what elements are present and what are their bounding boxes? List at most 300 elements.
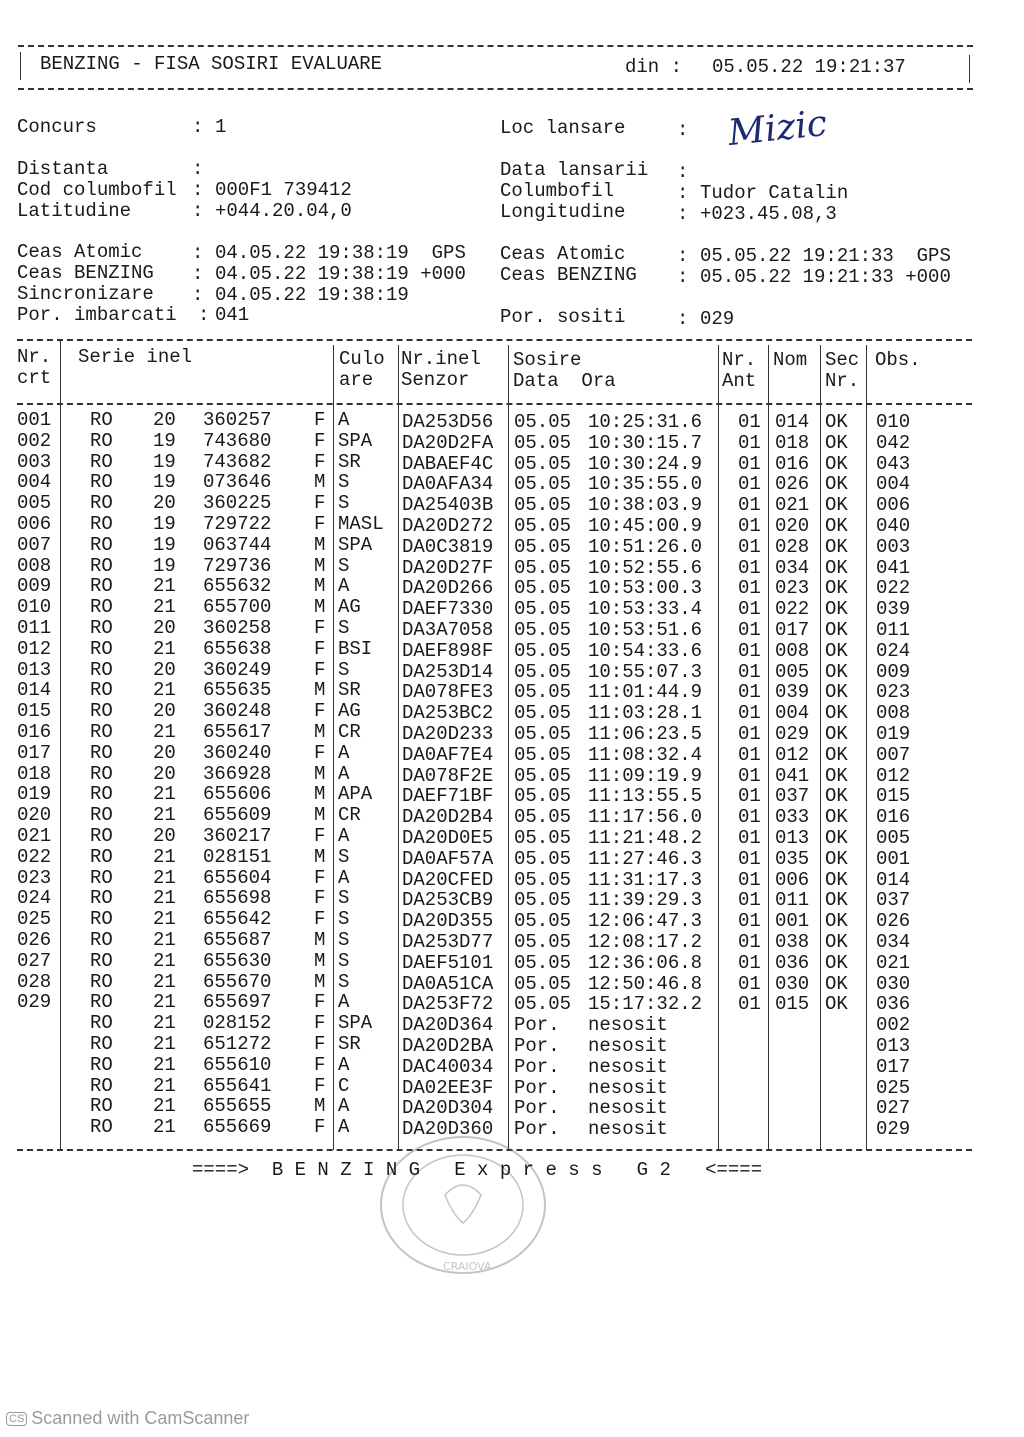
cell-sensor: DAEF7330 bbox=[402, 598, 494, 621]
cell-ring-number: 655617 bbox=[203, 721, 272, 743]
cell-nr-ant: 01 bbox=[738, 452, 761, 475]
cell-sex: F bbox=[314, 825, 326, 847]
cell-sex: F bbox=[314, 409, 326, 431]
cell-arrival-date: 05.05 bbox=[514, 598, 572, 621]
cell-sensor: DA253D14 bbox=[402, 660, 494, 683]
cell-sensor: DA0AF57A bbox=[402, 847, 494, 870]
cell-sec: OK bbox=[825, 473, 848, 496]
cell-arrival-time: 10:45:00.9 bbox=[588, 515, 703, 537]
cell-ring-number: 360257 bbox=[203, 409, 272, 431]
cell-year: 21 bbox=[153, 596, 176, 619]
cell-nom: 020 bbox=[775, 515, 810, 537]
cell-country: RO bbox=[90, 887, 113, 910]
cell-nr-crt: 009 bbox=[17, 575, 52, 598]
colon: : bbox=[192, 116, 204, 138]
cell-nom: 016 bbox=[775, 452, 810, 475]
cell-obs: 015 bbox=[876, 785, 911, 808]
cell-sensor: DAEF71BF bbox=[402, 785, 494, 808]
cell-sec: OK bbox=[825, 847, 848, 870]
cell-obs: 010 bbox=[876, 411, 911, 433]
camscanner-logo-icon: CS bbox=[6, 1412, 27, 1426]
cell-country: RO bbox=[90, 450, 113, 473]
cell-arrival-date: 05.05 bbox=[514, 723, 572, 745]
cell-color: S bbox=[338, 492, 350, 515]
cell-sec: OK bbox=[825, 868, 848, 891]
cell-arrival-date: 05.05 bbox=[514, 619, 572, 641]
cell-sec: OK bbox=[825, 910, 848, 933]
cell-country: RO bbox=[90, 908, 113, 931]
cell-color: CR bbox=[338, 804, 361, 827]
cell-year: 21 bbox=[153, 887, 176, 910]
cell-ring-number: 729736 bbox=[203, 554, 272, 577]
cell-year: 20 bbox=[153, 700, 176, 723]
cell-arrival-time: 12:06:47.3 bbox=[588, 910, 703, 933]
cell-nom: 015 bbox=[775, 993, 810, 1016]
column-divider bbox=[820, 345, 821, 1150]
cod-columbofil-label: Cod columbofil bbox=[17, 179, 177, 201]
cell-sec: OK bbox=[825, 598, 848, 621]
cell-ring-number: 743680 bbox=[203, 429, 272, 452]
cell-nom: 029 bbox=[775, 723, 810, 745]
cell-arrival-time: nesosit bbox=[588, 1055, 668, 1078]
cell-year: 21 bbox=[153, 970, 176, 993]
stamp-text: CRAIOVA bbox=[443, 1260, 492, 1273]
cell-nr-ant: 01 bbox=[738, 827, 761, 849]
cell-sensor: DA0AFA34 bbox=[402, 473, 494, 496]
cell-arrival-time: nesosit bbox=[588, 1097, 668, 1120]
cell-sec: OK bbox=[825, 972, 848, 995]
cell-sex: F bbox=[314, 637, 326, 660]
cell-nr-ant: 01 bbox=[738, 639, 761, 662]
cell-nr-crt: 007 bbox=[17, 533, 52, 556]
cell-sex: F bbox=[314, 1116, 326, 1139]
cell-arrival-time: 11:21:48.2 bbox=[588, 827, 703, 849]
cell-nom: 018 bbox=[775, 431, 810, 454]
cell-arrival-time: 10:51:26.0 bbox=[588, 535, 703, 558]
cell-nom: 008 bbox=[775, 639, 810, 662]
cell-color: A bbox=[338, 991, 350, 1014]
cell-obs: 006 bbox=[876, 494, 911, 517]
cell-arrival-date: 05.05 bbox=[514, 431, 572, 454]
cell-color: AG bbox=[338, 700, 361, 723]
cell-arrival-date: 05.05 bbox=[514, 452, 572, 475]
cell-country: RO bbox=[90, 1012, 113, 1035]
cell-sex: M bbox=[314, 949, 326, 972]
cell-sec: OK bbox=[825, 452, 848, 475]
cell-arrival-time: 10:53:51.6 bbox=[588, 619, 703, 641]
cell-color: S bbox=[338, 554, 350, 577]
ceas-atomic-value-end: 05.05.22 19:21:33 GPS bbox=[700, 245, 951, 267]
colon: : bbox=[677, 161, 689, 183]
cell-country: RO bbox=[90, 825, 113, 847]
cell-color: SPA bbox=[338, 429, 373, 452]
cell-nr-crt: 028 bbox=[17, 970, 52, 993]
cell-nr-crt: 010 bbox=[17, 596, 52, 619]
cell-nom: 014 bbox=[775, 411, 810, 433]
cell-country: RO bbox=[90, 762, 113, 785]
cell-color: S bbox=[338, 845, 350, 868]
cell-sex: M bbox=[314, 845, 326, 868]
cell-color: S bbox=[338, 908, 350, 931]
cell-color: S bbox=[338, 929, 350, 951]
cell-nr-ant: 01 bbox=[738, 785, 761, 808]
header-border-right bbox=[969, 55, 970, 83]
cell-sex: F bbox=[314, 492, 326, 515]
cell-arrival-time: 10:53:00.3 bbox=[588, 577, 703, 600]
cell-sex: M bbox=[314, 471, 326, 494]
cell-color: CR bbox=[338, 721, 361, 743]
cell-ring-number: 655610 bbox=[203, 1053, 272, 1076]
cell-obs: 034 bbox=[876, 931, 911, 953]
cell-arrival-date: 05.05 bbox=[514, 931, 572, 953]
cell-nr-crt: 005 bbox=[17, 492, 52, 515]
cell-arrival-date: 05.05 bbox=[514, 785, 572, 808]
cell-arrival-date: 05.05 bbox=[514, 827, 572, 849]
col-header-obs: Obs. bbox=[875, 349, 921, 371]
cell-nom: 005 bbox=[775, 660, 810, 683]
latitudine-label: Latitudine bbox=[17, 200, 132, 222]
cell-obs: 039 bbox=[876, 598, 911, 621]
cell-country: RO bbox=[90, 1074, 113, 1097]
camscanner-watermark bbox=[6, 1408, 249, 1429]
cell-sex: F bbox=[314, 887, 326, 910]
cell-sec: OK bbox=[825, 535, 848, 558]
col-header-culoare-2: are bbox=[339, 369, 374, 391]
column-divider bbox=[718, 345, 719, 1150]
cell-sensor: DA20D360 bbox=[402, 1118, 494, 1141]
cell-sec: OK bbox=[825, 743, 848, 766]
cell-color: A bbox=[338, 825, 350, 847]
cell-sensor: DA20D2FA bbox=[402, 431, 494, 454]
cod-columbofil-value: 000F1 739412 bbox=[215, 179, 352, 201]
cell-ring-number: 360225 bbox=[203, 492, 272, 515]
cell-nr-ant: 01 bbox=[738, 889, 761, 912]
cell-nr-ant: 01 bbox=[738, 494, 761, 517]
cell-obs: 001 bbox=[876, 847, 911, 870]
cell-year: 20 bbox=[153, 617, 176, 639]
cell-country: RO bbox=[90, 429, 113, 452]
cell-ring-number: 063744 bbox=[203, 533, 272, 556]
cell-nom: 011 bbox=[775, 889, 810, 912]
cell-sensor: DA20D355 bbox=[402, 910, 494, 933]
cell-sensor: DA253BC2 bbox=[402, 702, 494, 725]
cell-ring-number: 360248 bbox=[203, 700, 272, 723]
cell-sensor: DA0A51CA bbox=[402, 972, 494, 995]
cell-obs: 025 bbox=[876, 1076, 911, 1099]
cell-country: RO bbox=[90, 866, 113, 889]
cell-sex: M bbox=[314, 1095, 326, 1118]
cell-country: RO bbox=[90, 596, 113, 619]
cell-color: A bbox=[338, 866, 350, 889]
sincronizare-label: Sincronizare bbox=[17, 283, 154, 305]
table-top-rule bbox=[17, 339, 972, 341]
ceas-atomic-label-right: Ceas Atomic bbox=[500, 243, 626, 265]
cell-sensor: DAC40034 bbox=[402, 1055, 494, 1078]
cell-sec: OK bbox=[825, 889, 848, 912]
cell-arrival-date: 05.05 bbox=[514, 411, 572, 433]
col-header-culoare: Culo bbox=[339, 348, 385, 370]
cell-nr-crt: 014 bbox=[17, 679, 52, 702]
cell-nr-crt: 026 bbox=[17, 929, 52, 951]
cell-ring-number: 655638 bbox=[203, 637, 272, 660]
cell-obs: 026 bbox=[876, 910, 911, 933]
cell-year: 19 bbox=[153, 513, 176, 535]
cell-arrival-date: Por. bbox=[514, 1118, 560, 1141]
cell-nom: 036 bbox=[775, 951, 810, 974]
colon: : bbox=[192, 200, 204, 222]
cell-sec: OK bbox=[825, 806, 848, 829]
cell-year: 21 bbox=[153, 1012, 176, 1035]
cell-ring-number: 655700 bbox=[203, 596, 272, 619]
cell-country: RO bbox=[90, 492, 113, 515]
cell-ring-number: 655604 bbox=[203, 866, 272, 889]
cell-year: 20 bbox=[153, 492, 176, 515]
cell-nr-ant: 01 bbox=[738, 951, 761, 974]
colon: : bbox=[677, 203, 689, 225]
cell-nr-ant: 01 bbox=[738, 598, 761, 621]
columbofil-label: Columbofil bbox=[500, 180, 615, 202]
cell-sex: M bbox=[314, 783, 326, 806]
column-divider bbox=[398, 345, 399, 1150]
col-header-senzor: Senzor bbox=[401, 369, 470, 391]
cell-color: BSI bbox=[338, 637, 373, 660]
cell-arrival-date: 05.05 bbox=[514, 993, 572, 1016]
cell-ring-number: 655630 bbox=[203, 949, 272, 972]
cell-obs: 017 bbox=[876, 1055, 911, 1078]
cell-ring-number: 655698 bbox=[203, 887, 272, 910]
cell-color: A bbox=[338, 741, 350, 764]
cell-color: MASL bbox=[338, 513, 384, 535]
cell-arrival-date: Por. bbox=[514, 1055, 560, 1078]
cell-arrival-date: 05.05 bbox=[514, 910, 572, 933]
cell-year: 21 bbox=[153, 575, 176, 598]
column-divider bbox=[333, 345, 334, 1150]
cell-year: 20 bbox=[153, 741, 176, 764]
cell-obs: 040 bbox=[876, 515, 911, 537]
cell-obs: 041 bbox=[876, 556, 911, 579]
cell-country: RO bbox=[90, 1053, 113, 1076]
cell-nr-crt: 015 bbox=[17, 700, 52, 723]
cell-nom: 021 bbox=[775, 494, 810, 517]
cell-color: S bbox=[338, 617, 350, 639]
cell-year: 21 bbox=[153, 929, 176, 951]
cell-obs: 016 bbox=[876, 806, 911, 829]
ceas-benzing-label: Ceas BENZING bbox=[17, 262, 154, 284]
cell-arrival-time: 10:53:33.4 bbox=[588, 598, 703, 621]
cell-nom: 035 bbox=[775, 847, 810, 870]
cell-sex: F bbox=[314, 513, 326, 535]
cell-nr-ant: 01 bbox=[738, 681, 761, 704]
cell-ring-number: 360217 bbox=[203, 825, 272, 847]
cell-sensor: DA20D2B4 bbox=[402, 806, 494, 829]
col-header-serie: Serie inel bbox=[78, 346, 193, 368]
cell-obs: 019 bbox=[876, 723, 911, 745]
cell-sensor: DA20D2BA bbox=[402, 1035, 494, 1057]
cell-obs: 021 bbox=[876, 951, 911, 974]
cell-year: 21 bbox=[153, 804, 176, 827]
cell-sec: OK bbox=[825, 660, 848, 683]
cell-country: RO bbox=[90, 1095, 113, 1118]
cell-country: RO bbox=[90, 845, 113, 868]
cell-country: RO bbox=[90, 1033, 113, 1055]
cell-arrival-date: 05.05 bbox=[514, 639, 572, 662]
cell-sensor: DA02EE3F bbox=[402, 1076, 494, 1099]
cell-sec: OK bbox=[825, 723, 848, 745]
cell-country: RO bbox=[90, 783, 113, 806]
sositi-label: Por. sositi bbox=[500, 306, 626, 328]
cell-nr-crt: 002 bbox=[17, 429, 52, 452]
header-border-top bbox=[18, 45, 973, 47]
cell-ring-number: 073646 bbox=[203, 471, 272, 494]
cell-arrival-date: 05.05 bbox=[514, 972, 572, 995]
cell-arrival-time: 10:52:55.6 bbox=[588, 556, 703, 579]
cell-year: 20 bbox=[153, 409, 176, 431]
camscanner-text: Scanned with CamScanner bbox=[31, 1408, 250, 1428]
cell-nom: 028 bbox=[775, 535, 810, 558]
cell-ring-number: 360258 bbox=[203, 617, 272, 639]
cell-sex: F bbox=[314, 617, 326, 639]
cell-sec: OK bbox=[825, 431, 848, 454]
cell-sec: OK bbox=[825, 785, 848, 808]
cell-arrival-time: 12:50:46.8 bbox=[588, 972, 703, 995]
cell-sensor: DA20D233 bbox=[402, 723, 494, 745]
cell-obs: 014 bbox=[876, 868, 911, 891]
cell-sensor: DA0AF7E4 bbox=[402, 743, 494, 766]
cell-arrival-time: nesosit bbox=[588, 1014, 668, 1037]
cell-sex: M bbox=[314, 762, 326, 785]
cell-nr-crt: 021 bbox=[17, 825, 52, 847]
cell-country: RO bbox=[90, 575, 113, 598]
cell-obs: 013 bbox=[876, 1035, 911, 1057]
cell-year: 21 bbox=[153, 679, 176, 702]
cell-nr-crt: 001 bbox=[17, 409, 52, 431]
cell-sex: F bbox=[314, 1074, 326, 1097]
cell-obs: 023 bbox=[876, 681, 911, 704]
cell-arrival-time: 11:13:55.5 bbox=[588, 785, 703, 808]
cell-nr-crt: 029 bbox=[17, 991, 52, 1014]
sositi-value: 029 bbox=[700, 308, 735, 330]
cell-nom: 001 bbox=[775, 910, 810, 933]
cell-nr-crt: 003 bbox=[17, 450, 52, 473]
cell-year: 21 bbox=[153, 866, 176, 889]
cell-obs: 004 bbox=[876, 473, 911, 496]
cell-sex: F bbox=[314, 700, 326, 723]
cell-arrival-time: 11:31:17.3 bbox=[588, 868, 703, 891]
col-header-sec: Sec bbox=[825, 349, 860, 371]
cell-arrival-date: 05.05 bbox=[514, 535, 572, 558]
cell-ring-number: 655642 bbox=[203, 908, 272, 931]
cell-nr-crt: 016 bbox=[17, 721, 52, 743]
cell-color: A bbox=[338, 1053, 350, 1076]
cell-color: S bbox=[338, 949, 350, 972]
cell-color: A bbox=[338, 1116, 350, 1139]
cell-color: A bbox=[338, 409, 350, 431]
cell-color: A bbox=[338, 1095, 350, 1118]
latitudine-value: +044.20.04,0 bbox=[215, 200, 352, 222]
cell-nr-crt: 008 bbox=[17, 554, 52, 577]
cell-obs: 002 bbox=[876, 1014, 911, 1037]
cell-arrival-date: 05.05 bbox=[514, 681, 572, 704]
column-divider bbox=[508, 345, 509, 1150]
cell-nr-crt: 020 bbox=[17, 804, 52, 827]
cell-color: S bbox=[338, 970, 350, 993]
cell-sensor: DA3A7058 bbox=[402, 619, 494, 641]
cell-ring-number: 028151 bbox=[203, 845, 272, 868]
cell-nom: 034 bbox=[775, 556, 810, 579]
cell-sex: F bbox=[314, 908, 326, 931]
cell-sex: M bbox=[314, 970, 326, 993]
cell-obs: 042 bbox=[876, 431, 911, 454]
cell-obs: 037 bbox=[876, 889, 911, 912]
cell-arrival-time: 11:17:56.0 bbox=[588, 806, 703, 829]
cell-year: 21 bbox=[153, 1033, 176, 1055]
cell-arrival-date: Por. bbox=[514, 1014, 560, 1037]
cell-country: RO bbox=[90, 700, 113, 723]
cell-arrival-date: Por. bbox=[514, 1035, 560, 1057]
cell-year: 21 bbox=[153, 637, 176, 660]
cell-arrival-date: 05.05 bbox=[514, 764, 572, 787]
cell-arrival-time: 15:17:32.2 bbox=[588, 993, 703, 1016]
cell-year: 21 bbox=[153, 908, 176, 931]
cell-sensor: DA253D77 bbox=[402, 931, 494, 953]
cell-country: RO bbox=[90, 471, 113, 494]
cell-nr-crt: 022 bbox=[17, 845, 52, 868]
cell-sensor: DA078FE3 bbox=[402, 681, 494, 704]
cell-nr-ant: 01 bbox=[738, 660, 761, 683]
cell-sec: OK bbox=[825, 951, 848, 974]
cell-sensor: DA253D56 bbox=[402, 411, 494, 433]
cell-color: APA bbox=[338, 783, 373, 806]
cell-year: 21 bbox=[153, 783, 176, 806]
cell-arrival-time: 10:25:31.6 bbox=[588, 411, 703, 433]
cell-arrival-time: nesosit bbox=[588, 1118, 668, 1141]
cell-obs: 022 bbox=[876, 577, 911, 600]
cell-sensor: DA20D0E5 bbox=[402, 827, 494, 849]
cell-ring-number: 366928 bbox=[203, 762, 272, 785]
sincronizare-value: 04.05.22 19:38:19 bbox=[215, 284, 409, 306]
cell-sec: OK bbox=[825, 556, 848, 579]
cell-obs: 029 bbox=[876, 1118, 911, 1141]
cell-year: 19 bbox=[153, 429, 176, 452]
cell-obs: 008 bbox=[876, 702, 911, 725]
cell-year: 20 bbox=[153, 762, 176, 785]
longitudine-label: Longitudine bbox=[500, 201, 626, 223]
cell-color: SR bbox=[338, 679, 361, 702]
cell-nr-ant: 01 bbox=[738, 764, 761, 787]
cell-color: SR bbox=[338, 1033, 361, 1055]
cell-nr-ant: 01 bbox=[738, 619, 761, 641]
cell-arrival-time: 10:38:03.9 bbox=[588, 494, 703, 517]
cell-arrival-time: 11:09:19.9 bbox=[588, 764, 703, 787]
cell-sec: OK bbox=[825, 931, 848, 953]
col-header-crt: crt bbox=[17, 367, 52, 389]
cell-obs: 005 bbox=[876, 827, 911, 849]
cell-nom: 013 bbox=[775, 827, 810, 849]
cell-nom: 023 bbox=[775, 577, 810, 600]
cell-sec: OK bbox=[825, 494, 848, 517]
cell-nom: 038 bbox=[775, 931, 810, 953]
cell-nr-crt: 012 bbox=[17, 637, 52, 660]
cell-year: 20 bbox=[153, 658, 176, 681]
colon: : bbox=[677, 182, 689, 204]
cell-sensor: DA253F72 bbox=[402, 993, 494, 1016]
cell-sex: M bbox=[314, 575, 326, 598]
cell-country: RO bbox=[90, 617, 113, 639]
column-divider bbox=[866, 345, 867, 1150]
cell-year: 21 bbox=[153, 1095, 176, 1118]
cell-sex: M bbox=[314, 804, 326, 827]
ceas-benzing-value-end: 05.05.22 19:21:33 +000 bbox=[700, 266, 951, 288]
